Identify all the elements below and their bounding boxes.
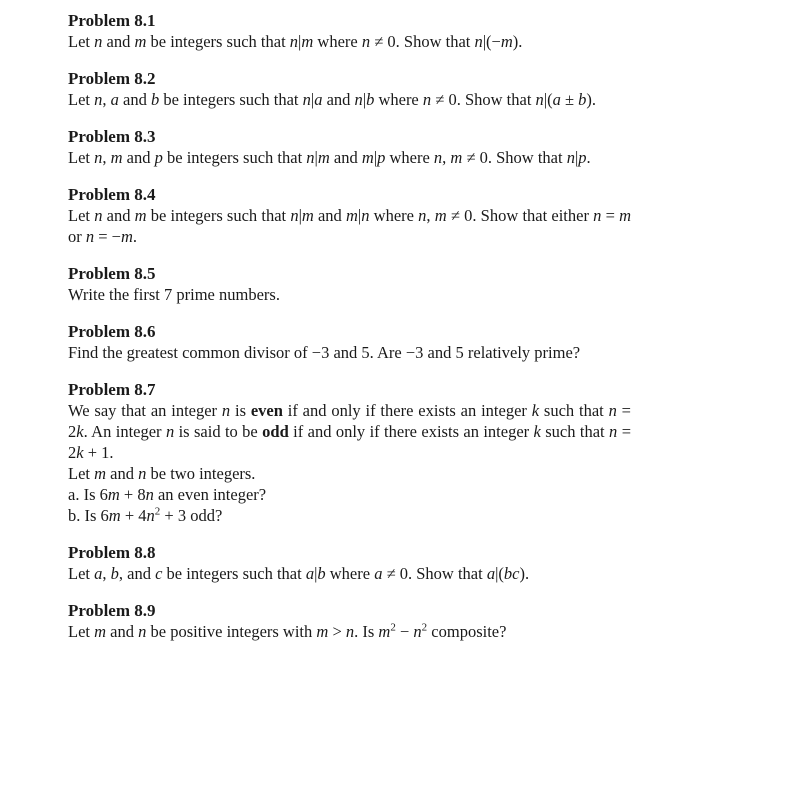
problem-title: Problem 8.2 bbox=[68, 69, 156, 88]
problem-8-9 bbox=[68, 601, 631, 642]
problem-text: Let n, m and p be integers such that n|m and m|p where n, m ≠ 0. Show that n|p. bbox=[68, 148, 591, 167]
problem-8-6 bbox=[68, 322, 631, 363]
problem-text: Write the first 7 prime numbers. bbox=[68, 285, 280, 304]
problem-text: Let m and n be two integers. bbox=[68, 464, 256, 483]
problem-title: Problem 8.9 bbox=[68, 601, 156, 620]
problem-8-8 bbox=[68, 543, 631, 584]
problem-title: Problem 8.3 bbox=[68, 127, 156, 146]
problem-text: Let n and m be integers such that n|m where n ≠ 0. Show that n|(−m). bbox=[68, 32, 523, 51]
problem-title: Problem 8.4 bbox=[68, 185, 156, 204]
problem-8-3 bbox=[68, 127, 631, 168]
problem-8-5 bbox=[68, 264, 631, 305]
problem-text: We say that an integer n is even if and only if there exists an integer k such that n = 2k. An integer n is said to be odd if and only if there exists an integer k such that n = 2k + 1. bbox=[68, 401, 631, 462]
problem-8-2 bbox=[68, 69, 631, 110]
problem-text: Find the greatest common divisor of −3 and 5. Are −3 and 5 relatively prime? bbox=[68, 343, 581, 362]
problem-text: Let m and n be positive integers with m > n. Is $m^2 - n^2$ composite? bbox=[68, 621, 507, 641]
problem-title: Problem 8.6 bbox=[68, 322, 156, 341]
problem-text: Let a, b, and c be integers such that a|b where a ≠ 0. Show that a|(bc). bbox=[68, 564, 530, 583]
problem-list bbox=[68, 11, 631, 659]
problem-text: Let n, a and b be integers such that n|a and n|b where n ≠ 0. Show that n|(a ± b). bbox=[68, 90, 597, 109]
problem-8-4 bbox=[68, 185, 631, 247]
problem-8-1 bbox=[68, 11, 631, 52]
problem-title: Problem 8.5 bbox=[68, 264, 156, 283]
problem-part-a: a. Is 6m + 8n an even integer? bbox=[68, 485, 267, 504]
problem-text: Let n and m be integers such that n|m and m|n where n, m ≠ 0. Show that either n = m or n = −m. bbox=[68, 206, 631, 246]
problem-part-b: b. Is $6m + 4n^2 + 3$ odd? bbox=[68, 505, 223, 525]
problem-title: Problem 8.1 bbox=[68, 11, 156, 30]
problem-title: Problem 8.8 bbox=[68, 543, 156, 562]
problem-title: Problem 8.7 bbox=[68, 380, 156, 399]
problem-8-7 bbox=[68, 380, 631, 526]
